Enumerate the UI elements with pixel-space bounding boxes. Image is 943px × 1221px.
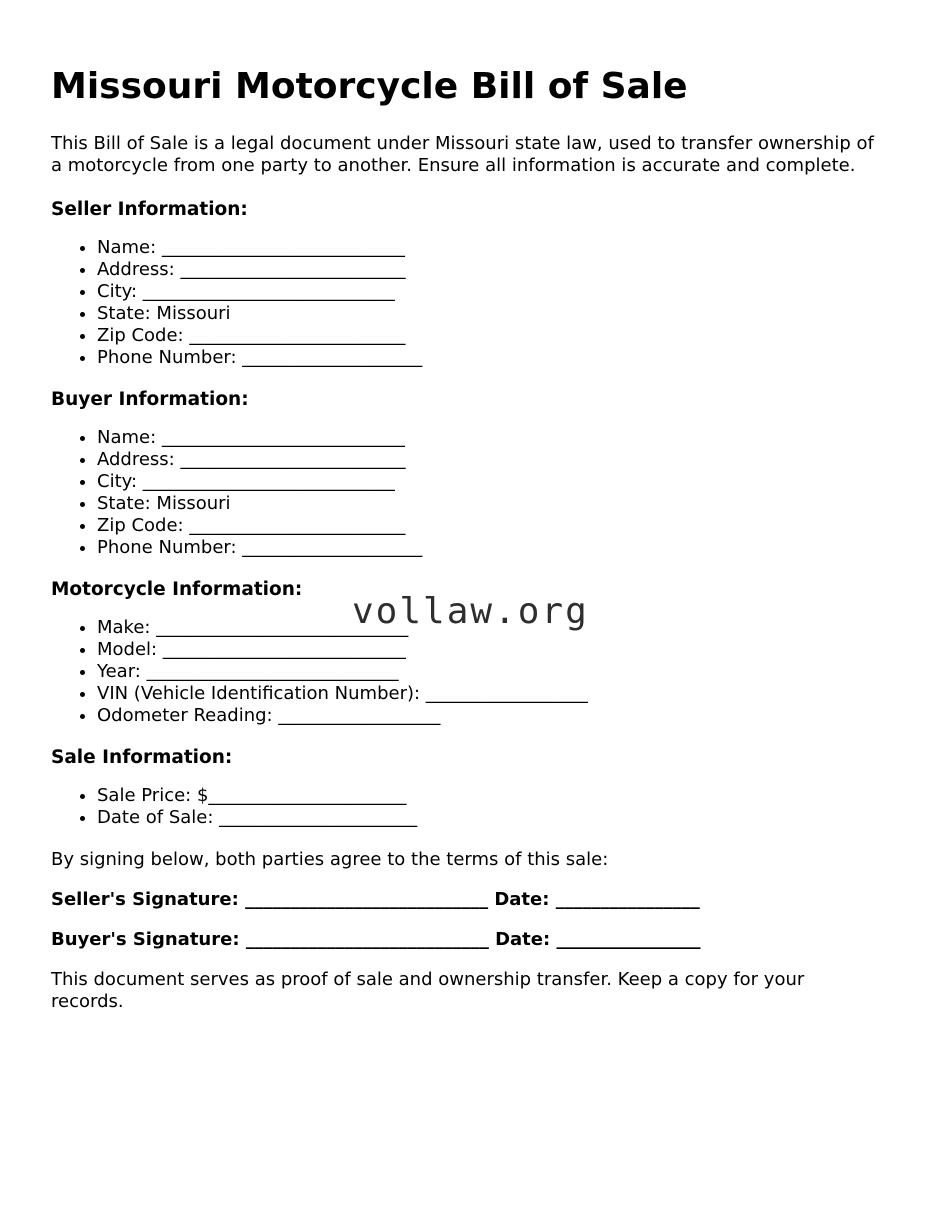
seller-address-line: • Address: _________________________	[97, 259, 891, 281]
section-heading-motorcycle: Motorcycle Information:	[51, 579, 303, 600]
intro-line-1: This Bill of Sale is a legal document under Missouri state law, used to transfer ownership of	[51, 133, 874, 154]
seller-signature-date-line: ________________	[555, 889, 700, 910]
sale-info-list	[51, 785, 891, 829]
seller-state-line: • State: Missouri	[97, 303, 891, 325]
seller-city-line: • City: ____________________________	[97, 281, 891, 303]
seller-signature-label: Seller's Signature:	[51, 889, 239, 910]
motorcycle-vin-line: • VIN (Vehicle Identification Number): __________________	[97, 683, 891, 705]
footer-line-1: This document serves as proof of sale and ownership transfer. Keep a copy for your	[51, 969, 805, 990]
intro-paragraph	[51, 133, 891, 177]
buyer-zip-line: • Zip Code: ________________________	[97, 515, 891, 537]
motorcycle-model-line: • Model: ___________________________	[97, 639, 891, 661]
agreement-paragraph: By signing below, both parties agree to the terms of this sale:	[51, 849, 609, 870]
seller-name-line: • Name: ___________________________	[97, 237, 891, 259]
sale-date-line: • Date of Sale: ______________________	[97, 807, 891, 829]
section-heading-seller: Seller Information:	[51, 199, 248, 220]
motorcycle-odometer-line: • Odometer Reading: __________________	[97, 705, 891, 727]
buyer-name-line: • Name: ___________________________	[97, 427, 891, 449]
document-title: Missouri Motorcycle Bill of Sale	[51, 66, 688, 107]
seller-zip-line: • Zip Code: ________________________	[97, 325, 891, 347]
seller-phone-line: • Phone Number: ____________________	[97, 347, 891, 369]
section-heading-sale: Sale Information:	[51, 747, 233, 768]
buyer-phone-line: • Phone Number: ____________________	[97, 537, 891, 559]
footer-line-2: records.	[51, 991, 124, 1012]
footer-note	[51, 969, 891, 1013]
buyer-signature-label: Buyer's Signature:	[51, 929, 240, 950]
seller-signature-line: ___________________________	[245, 889, 489, 910]
motorcycle-year-line: • Year: ____________________________	[97, 661, 891, 683]
sale-price-line: • Sale Price: $______________________	[97, 785, 891, 807]
buyer-state-line: • State: Missouri	[97, 493, 891, 515]
intro-line-2: a motorcycle from one party to another. Ensure all information is accurate and complete.	[51, 155, 856, 176]
seller-signature-row	[51, 889, 891, 911]
buyer-info-list	[51, 427, 891, 559]
motorcycle-info-list	[51, 617, 891, 727]
buyer-address-line: • Address: _________________________	[97, 449, 891, 471]
buyer-city-line: • City: ____________________________	[97, 471, 891, 493]
buyer-signature-line: ___________________________	[245, 929, 489, 950]
buyer-signature-date-line: ________________	[556, 929, 701, 950]
seller-signature-date-label: Date:	[494, 889, 550, 910]
watermark: vollaw.org	[352, 591, 589, 632]
section-heading-buyer: Buyer Information:	[51, 389, 249, 410]
motorcycle-make-line: • Make: ____________________________	[97, 617, 891, 639]
seller-info-list	[51, 237, 891, 369]
buyer-signature-row	[51, 929, 891, 951]
buyer-signature-date-label: Date:	[495, 929, 551, 950]
